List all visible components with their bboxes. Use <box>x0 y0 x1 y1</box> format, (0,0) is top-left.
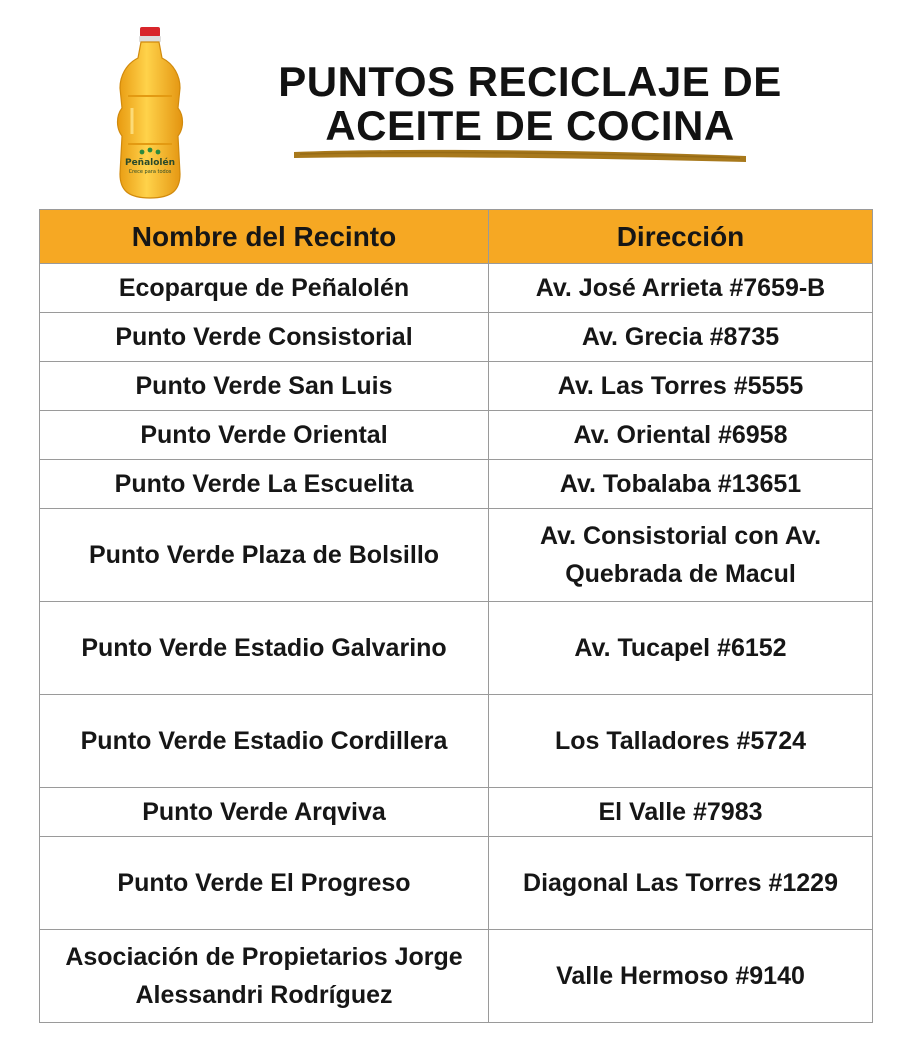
header-nombre-del-recinto: Nombre del Recinto <box>40 210 489 264</box>
recinto-address: Av. Las Torres #5555 <box>489 362 873 411</box>
title-line-2: ACEITE DE COCINA <box>325 102 735 149</box>
recinto-name: Punto Verde Estadio Cordillera <box>40 695 489 788</box>
recinto-address: Av. Tucapel #6152 <box>489 602 873 695</box>
recinto-address: Av. Consistorial con Av. Quebrada de Macul <box>489 509 873 602</box>
recinto-address: El Valle #7983 <box>489 788 873 837</box>
oil-bottle-image <box>110 24 190 204</box>
recinto-name: Punto Verde Estadio Galvarino <box>40 602 489 695</box>
recinto-name: Punto Verde El Progreso <box>40 837 489 930</box>
bottle-brand-text: Peñalolén <box>124 158 176 168</box>
recinto-name: Punto Verde San Luis <box>40 362 489 411</box>
recinto-name: Ecoparque de Peñalolén <box>40 264 489 313</box>
recycling-points-table <box>39 209 873 1023</box>
recinto-address: Av. Tobalaba #13651 <box>489 460 873 509</box>
recinto-name: Punto Verde Oriental <box>40 411 489 460</box>
recinto-address: Los Talladores #5724 <box>489 695 873 788</box>
table-row <box>40 313 873 362</box>
recinto-address: Valle Hermoso #9140 <box>489 930 873 1023</box>
table-row <box>40 264 873 313</box>
table-row <box>40 930 873 1023</box>
table-row <box>40 602 873 695</box>
recinto-name: Punto Verde La Escuelita <box>40 460 489 509</box>
recinto-address: Av. Grecia #8735 <box>489 313 873 362</box>
recinto-name: Punto Verde Consistorial <box>40 313 489 362</box>
table-row <box>40 460 873 509</box>
recinto-name: Punto Verde Arqviva <box>40 788 489 837</box>
bottle-slogan-text: Crece para todos <box>128 169 172 175</box>
table-row <box>40 837 873 930</box>
table-header-row <box>40 210 873 264</box>
page-title <box>250 60 810 148</box>
table-row <box>40 509 873 602</box>
title-underline <box>290 144 750 166</box>
table-row <box>40 362 873 411</box>
recinto-address: Av. José Arrieta #7659-B <box>489 264 873 313</box>
recinto-address: Av. Oriental #6958 <box>489 411 873 460</box>
header-direccion: Dirección <box>489 210 873 264</box>
recinto-name: Asociación de Propietarios Jorge Alessandri Rodríguez <box>40 930 489 1023</box>
table-row <box>40 788 873 837</box>
table-row <box>40 695 873 788</box>
title-line-1: PUNTOS RECICLAJE DE <box>278 58 782 105</box>
recinto-name: Punto Verde Plaza de Bolsillo <box>40 509 489 602</box>
table-row <box>40 411 873 460</box>
recinto-address: Diagonal Las Torres #1229 <box>489 837 873 930</box>
